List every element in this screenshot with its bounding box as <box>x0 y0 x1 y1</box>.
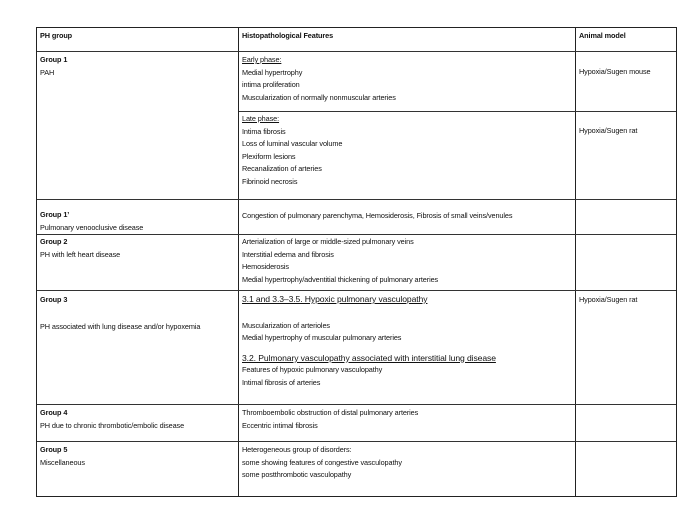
feature-item: Medial hypertrophy/adventitial thickening of pulmonary arteries <box>242 274 439 284</box>
header-features: Histopathological Features <box>242 31 334 40</box>
group-5-features <box>242 444 402 482</box>
group-title: Group 1 <box>40 55 68 64</box>
group-title: Group 5 <box>40 445 68 454</box>
feature-item: Recanalization of arteries <box>242 164 322 174</box>
group-subtitle: PH due to chronic thrombotic/embolic disease <box>40 420 185 430</box>
feature-item: some showing features of congestive vasculopathy <box>242 457 402 467</box>
feature-item: Features of hypoxic pulmonary vasculopathy <box>242 365 383 375</box>
feature-item: Intimal fibrosis of arteries <box>242 377 321 387</box>
group-title: Group 1’ <box>40 210 70 219</box>
feature-item: some postthrombotic vasculopathy <box>242 470 352 480</box>
feature-item: Hemosiderosis <box>242 262 289 272</box>
group-title: Group 4 <box>40 408 68 417</box>
group-title: Group 2 <box>40 237 68 246</box>
feature-item: Intima fibrosis <box>242 126 286 136</box>
animal-model: Hypoxia/Sugen mouse <box>579 67 651 76</box>
feature-item: Heterogeneous group of disorders: <box>242 445 352 454</box>
animal-model: Hypoxia/Sugen rat <box>579 295 638 304</box>
feature-item: Muscularization of normally nonmuscular arteries <box>242 92 396 102</box>
group-2-cell <box>40 236 120 261</box>
group-4-features <box>242 407 418 432</box>
row-divider <box>239 111 676 112</box>
column-divider <box>238 28 239 496</box>
group-5-cell <box>40 444 85 469</box>
feature-item: Interstitial edema and fibrosis <box>242 249 334 259</box>
row-divider <box>37 290 676 291</box>
header-animal-model: Animal model <box>579 31 626 40</box>
feature-item: Medial hypertrophy of muscular pulmonary arteries <box>242 333 402 343</box>
group-1-cell <box>40 54 67 79</box>
feature-item: Fibrinoid necrosis <box>242 176 298 186</box>
feature-item: Plexiform lesions <box>242 151 296 161</box>
group-subtitle: PH associated with lung disease and/or hypoxemia <box>40 322 201 331</box>
group-1-early-features <box>242 54 396 104</box>
group-subtitle: PH with left heart disease <box>40 249 121 259</box>
group-subtitle: Pulmonary venooclusive disease <box>40 222 144 232</box>
row-divider <box>37 199 676 200</box>
section-heading: 3.1 and 3.3–3.5. Hypoxic pulmonary vasculopathy <box>242 294 428 304</box>
group-title: Group 3 <box>40 295 68 304</box>
section-heading: 3.2. Pulmonary vasculopathy associated with interstitial lung disease <box>242 352 496 363</box>
row-divider <box>37 404 676 405</box>
group-3-features <box>242 293 496 390</box>
row-divider <box>37 51 676 52</box>
feature-item: Eccentric intimal fibrosis <box>242 420 318 430</box>
animal-model: Hypoxia/Sugen rat <box>579 126 638 135</box>
feature-item: intima proliferation <box>242 80 300 90</box>
early-phase-heading: Early phase: <box>242 55 282 64</box>
feature-item: Loss of luminal vascular volume <box>242 139 343 149</box>
row-divider <box>37 441 676 442</box>
feature-item: Muscularization of arterioles <box>242 320 330 330</box>
column-divider <box>575 28 576 496</box>
group-1-prime-cell <box>40 209 143 234</box>
feature-item: Medial hypertrophy <box>242 67 303 77</box>
feature-item: Congestion of pulmonary parenchyma, Hemosiderosis, Fibrosis of small veins/venules <box>242 211 513 220</box>
group-subtitle: Miscellaneous <box>40 457 85 467</box>
group-4-cell <box>40 407 184 432</box>
group-subtitle: PAH <box>40 67 55 77</box>
group-2-features <box>242 236 438 286</box>
feature-item: Thromboembolic obstruction of distal pulmonary arteries <box>242 408 419 417</box>
group-1-late-features <box>242 113 342 189</box>
feature-item: Arterialization of large or middle-sized pulmonary veins <box>242 237 414 246</box>
late-phase-heading: Late phase: <box>242 114 280 123</box>
ph-table <box>36 27 677 497</box>
header-ph-group: PH group <box>40 31 73 40</box>
